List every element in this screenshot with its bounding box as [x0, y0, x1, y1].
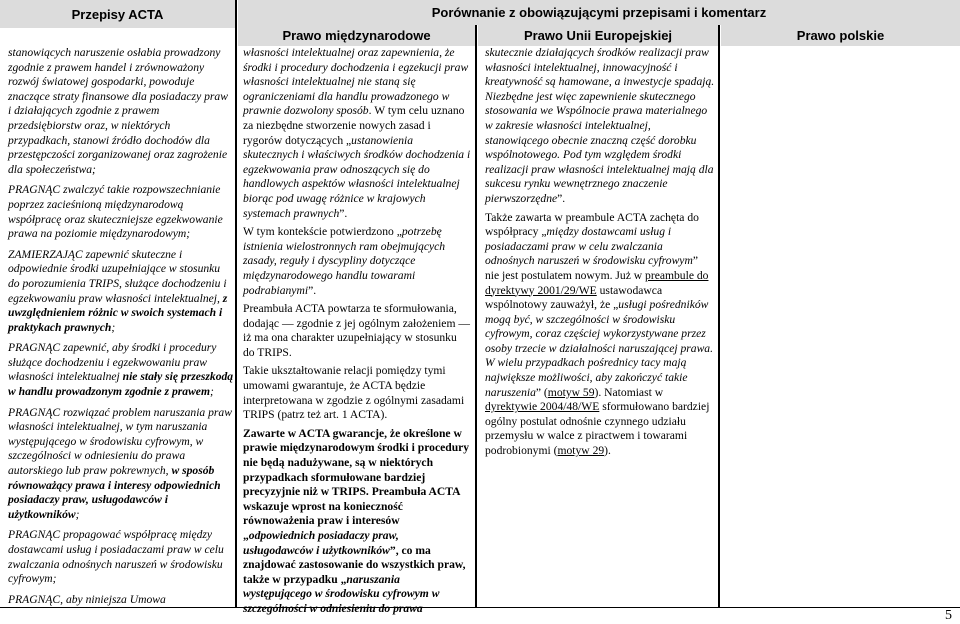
commentary-paragraph — [485, 46, 715, 207]
commentary-text: . W tym celu uznano za niezbędne stworzenie nowych zasad i rygorów dotyczących „ — [243, 104, 465, 147]
comparison-title: Porównanie z obowiązującymi przepisami i komentarz — [431, 5, 767, 20]
acta-provisions-header — [0, 0, 235, 28]
eu-law-header — [478, 25, 718, 46]
provision-paragraph — [8, 248, 234, 336]
provision-emphasis: nie stały się przeszkodą w handlu prowadzonym zgodnie z prawem — [8, 370, 234, 399]
commentary-paragraph — [243, 225, 471, 298]
commentary-text: W tym kontekście potwierdzono „ — [243, 225, 402, 239]
polish-law-label: Prawo polskie — [796, 28, 885, 43]
commentary-paragraph — [243, 427, 471, 617]
commentary-text: Zawarte w ACTA gwarancje, że określone w prawie międzynarodowym środki i procedury nie będą nadużywane, są w niektórych przypadkach sformułowane bardziej precyzyjnie niż w TRIPS. Preambuła ACTA wskazuje wprost na konieczność równoważenia praw i interesów „ — [243, 426, 470, 542]
international-law-header — [238, 25, 475, 46]
quoted-text: odpowiednich posiadaczy praw, usługodawców i użytkowników — [243, 529, 399, 557]
directive-2001-29-link[interactable]: preambule do dyrektywy 2001/29/WE — [485, 268, 709, 297]
commentary-text: ”. — [557, 191, 566, 205]
quoted-text: naruszania występującego w środowisku cyfrowym w szczególności w odniesieniu do prawa — [243, 572, 440, 615]
recital-29-link[interactable]: motyw 29 — [557, 444, 605, 458]
column-divider — [718, 25, 720, 608]
commentary-text: ”. — [308, 283, 317, 297]
quoted-text: własności intelektualnej oraz zapewnienia, że środki i procedury dochodzenia i egzekucji praw własności intelektualnej nie staną się ograniczeniami dla handlu prowadzonego w prawnie dozwolony sposób — [243, 46, 469, 118]
provision-paragraph: stanowiących naruszenie osłabia prowadzony zgodnie z prawem handel i zrównoważony rozwój światowej gospodarki, powoduje znaczące straty finansowe dla posiadaczy praw i działających zgodnie z prawem przedsiębiorstw oraz, w niektórych przypadkach, stanowi źródło dochodów dla przestępczości zorganizowanej oraz zagrożenie dla społeczeństwa; — [8, 46, 228, 176]
provision-paragraph: PRAGNĄC, aby niniejsza Umowa — [8, 592, 166, 606]
commentary-paragraph: Takie ukształtowanie relacji pomiędzy tymi umowami gwarantuje, że ACTA będzie interpretowana w zgodzie z ogólnymi zasadami TRIPS (patrz też art. 1 ACTA). — [243, 364, 465, 422]
acta-provisions-title: Przepisy ACTA — [71, 6, 164, 22]
international-law-column — [243, 46, 471, 621]
commentary-text: ”. — [339, 206, 348, 220]
eu-law-column — [485, 46, 715, 463]
commentary-paragraph — [485, 211, 715, 459]
commentary-paragraph — [243, 46, 471, 221]
column-divider — [235, 0, 237, 608]
quoted-text: usługi pośredników mogą być, w szczególności w środowisku cyfrowym, coraz częściej wykorzystywane przez osoby trzecie w działalności naruszającej prawa. W wielu przypadkach pośrednicy tacy mają największe możliwości, aby zakończyć takie naruszenia — [485, 298, 714, 399]
provision-text: ; — [209, 385, 214, 399]
provision-paragraph — [8, 406, 234, 523]
page-number: 5 — [945, 608, 952, 623]
quoted-text: między dostawcami usług i posiadaczami praw w celu zwalczania odnośnych naruszeń w środowisku cyfrowym — [485, 225, 693, 268]
provision-text: PRAGNĄC zapewnić, aby środki i procedury służące dochodzeniu i egzekwowaniu praw własności intelektualnej — [8, 341, 217, 384]
commentary-text: ). Natomiast w — [594, 385, 664, 399]
provision-emphasis: w sposób równoważący prawa i interesy odpowiednich posiadaczy praw, usługodawców i użytkowników — [8, 464, 221, 521]
commentary-text: ” nie jest postulatem nowym. Już w — [485, 254, 698, 282]
polish-law-header — [721, 25, 960, 46]
recital-59-link[interactable]: motyw 59 — [547, 385, 595, 399]
commentary-text: Także zawarta w preambule ACTA zachęta do współpracy „ — [485, 210, 699, 239]
provision-paragraph: PRAGNĄC zwalczyć takie rozpowszechnianie poprzez zacieśnioną międzynarodową współpracę oraz skuteczniejsze egzekwowanie prawa na poziomie międzynarodowym; — [8, 183, 223, 241]
comparison-header — [238, 0, 960, 25]
commentary-text: ). — [604, 444, 611, 458]
quoted-text: potrzebę istnienia wielostronnych ram obejmujących zasady, reguły i dyscypliny dotyczące międzynarodowego handlu towarami podrabianymi — [243, 225, 446, 297]
provision-paragraph: PRAGNĄC propagować współpracę między dostawcami usług i posiadaczami praw w celu zwalczania odnośnych naruszeń w środowisku cyfrowym; — [8, 528, 224, 586]
eu-law-label: Prawo Unii Europejskiej — [523, 28, 673, 43]
provision-text: ; — [111, 320, 116, 334]
provision-text: PRAGNĄC rozwiązać problem naruszania praw własności intelektualnej, w tym naruszania występującego w środowisku cyfrowym, w szczególności w odniesieniu do prawa autorskiego lub praw pokrewnych, — [8, 405, 232, 478]
quoted-text: skutecznie działających środków realizacji praw własności intelektualnej, innowacyjność i kreatywność są hamowane, a inwestycje spadają. Niezbędne jest więc zapewnienie skutecznego stosowania we Wspólnocie prawa materialnego w zakresie własności intelektualnej, stanowiącego obecnie znaczną część dorobku wspólnotowego. Pod tym względem środki realizacji praw własności intelektualnej mają dla sukcesu rynku wewnętrznego znaczenie pierwszorzędne — [485, 46, 715, 205]
international-law-label: Prawo międzynarodowe — [282, 28, 431, 43]
directive-2004-48-link[interactable]: dyrektywie 2004/48/WE — [485, 400, 600, 414]
column-divider — [475, 25, 477, 608]
commentary-text: sformułowano bardziej ogólny postulat odnośnie czynnego udziału przemysłu w walce z piractwem i towarami podrobionymi ( — [485, 400, 710, 458]
commentary-text: ustawodawca wspólnotowy zauważył, że „ — [485, 283, 663, 312]
commentary-text: ” ( — [535, 385, 548, 399]
provision-text: ; — [75, 507, 80, 521]
commentary-text: ”, co ma znajdować zastosowanie do wszystkich praw, także w przypadku „ — [243, 543, 466, 586]
provision-paragraph — [8, 341, 234, 399]
quoted-text: ustanowienia skutecznych i właściwych środków dochodzenia i egzekwowania praw odnoszących się do handlowych aspektów własności intelektualnej biorąc pod uwagę różnice w krajowych systemach prawnych — [243, 133, 471, 220]
acta-provisions-column — [8, 46, 234, 613]
commentary-paragraph: Preambuła ACTA powtarza te sformułowania, dodając — zgodnie z jej ogólnym założeniem — iż ma ona charakter uzupełniający w stosunku do TRIPS. — [243, 302, 470, 359]
provision-text: ZAMIERZAJĄC zapewnić skuteczne i odpowiednie środki uzupełniające w stosunku do porozumienia TRIPS, służące dochodzeniu i egzekwowaniu praw własności intelektualnej, — [8, 247, 227, 305]
provision-emphasis: z uwzględnieniem różnic w swoich systemach i praktykach prawnych — [8, 291, 228, 334]
